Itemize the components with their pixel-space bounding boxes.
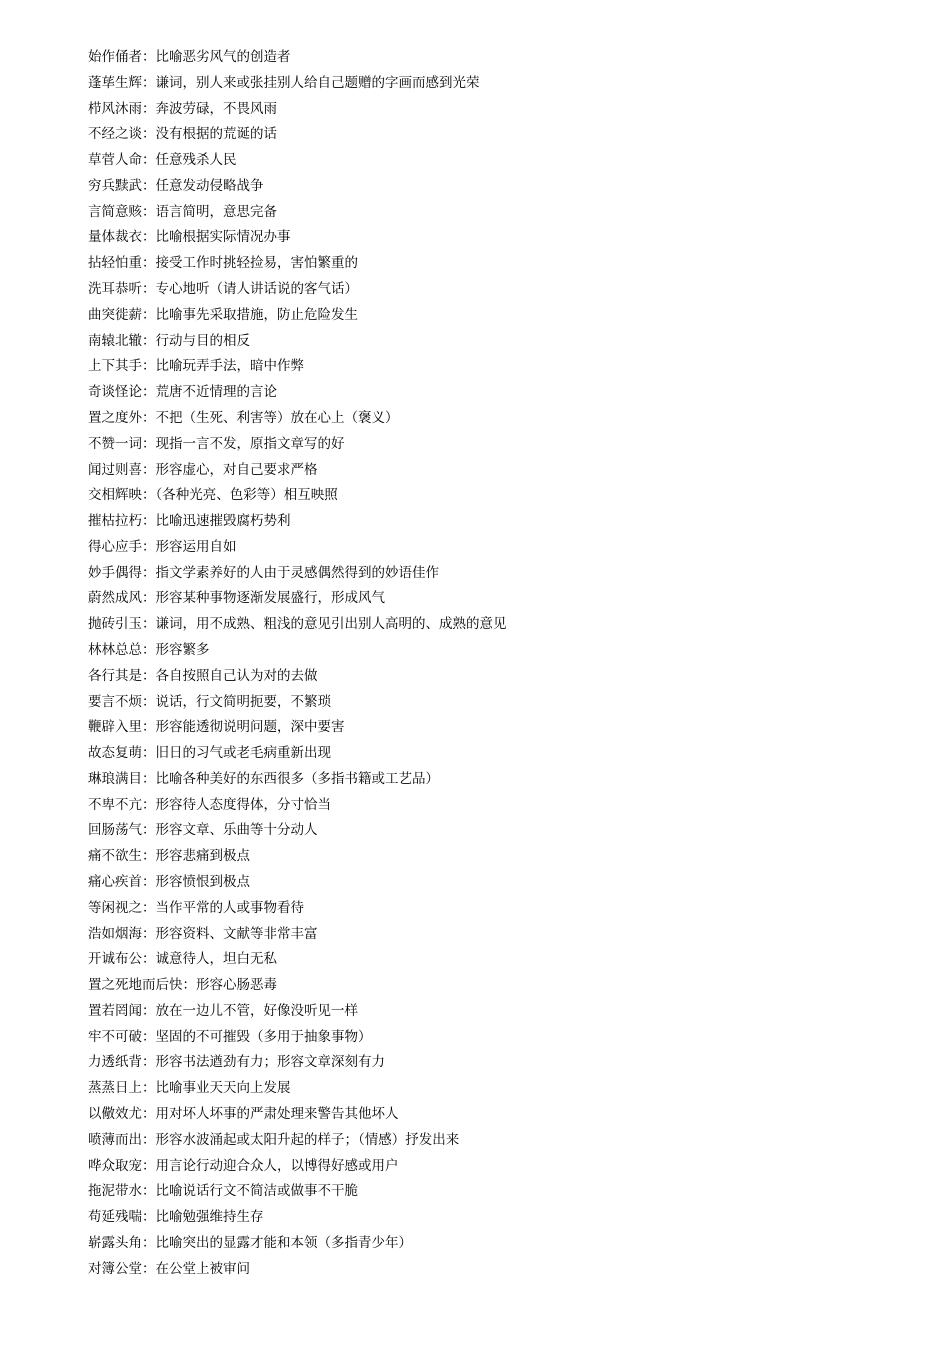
- idiom-definition: 用对坏人坏事的严肃处理来警告其他坏人: [155, 1106, 399, 1123]
- idiom-entry: [88, 922, 928, 948]
- idiom-definition: 形容繁多: [155, 641, 210, 658]
- idiom-entry: [88, 973, 928, 999]
- idiom-entry: [88, 844, 928, 870]
- idiom-term: 哗众取宠: [88, 1157, 142, 1174]
- idiom-term: 崭露头角: [88, 1234, 142, 1251]
- idiom-separator: ：: [142, 616, 156, 633]
- idiom-term: 牢不可破: [88, 1028, 142, 1045]
- idiom-term: 蔚然成风: [88, 590, 142, 607]
- idiom-term: 浩如烟海: [88, 925, 142, 942]
- idiom-separator: ：: [142, 1028, 156, 1045]
- idiom-entry: [88, 303, 928, 329]
- idiom-term: 不赞一词: [88, 435, 142, 452]
- idiom-definition: 语言简明，意思完备: [155, 203, 277, 220]
- idiom-definition: 形容资料、文献等非常丰富: [155, 925, 318, 942]
- idiom-term: 栉风沐雨: [88, 100, 142, 117]
- idiom-separator: ：: [142, 152, 156, 169]
- idiom-entry: [88, 509, 928, 535]
- idiom-separator: ：: [142, 409, 156, 426]
- idiom-term: 奇谈怪论: [88, 384, 142, 401]
- idiom-separator: ：: [142, 435, 156, 452]
- idiom-term: 交相辉映: [88, 487, 142, 504]
- idiom-entry: [88, 432, 928, 458]
- idiom-separator: ：: [142, 487, 156, 504]
- idiom-definition: 任意残杀人民: [155, 152, 237, 169]
- idiom-definition: 在公堂上被审问: [155, 1260, 250, 1277]
- idiom-definition: 形容书法遒劲有力；形容文章深刻有力: [155, 1054, 385, 1071]
- idiom-entry: [88, 148, 928, 174]
- idiom-term: 南辕北辙: [88, 332, 142, 349]
- idiom-term: 量体裁衣: [88, 229, 142, 246]
- idiom-entry: [88, 200, 928, 226]
- idiom-definition: 诚意待人，坦白无私: [155, 951, 277, 968]
- idiom-entry: [88, 174, 928, 200]
- idiom-definition: 各自按照自己认为对的去做: [155, 667, 318, 684]
- idiom-separator: ：: [142, 796, 156, 813]
- idiom-entry: [88, 251, 928, 277]
- idiom-definition: 专心地听（请人讲话说的客气话）: [155, 281, 358, 298]
- idiom-term: 回肠荡气: [88, 822, 142, 839]
- idiom-definition: 形容愤恨到极点: [155, 874, 250, 890]
- idiom-definition: 形容能透彻说明问题，深中要害: [155, 719, 345, 736]
- idiom-entry: [88, 947, 928, 973]
- idiom-separator: ：: [142, 1080, 156, 1097]
- idiom-definition: 现指一言不发，原指文章写的好: [155, 435, 345, 452]
- idiom-definition: 比喻事业天天向上发展: [155, 1080, 291, 1097]
- idiom-entry: [88, 225, 928, 251]
- idiom-entry: [88, 483, 928, 509]
- idiom-entry: [88, 561, 928, 587]
- idiom-separator: ：: [142, 461, 156, 478]
- idiom-definition: 比喻事先采取措施，防止危险发生: [155, 306, 358, 323]
- idiom-separator: ：: [142, 1106, 156, 1123]
- idiom-entry: [88, 329, 928, 355]
- idiom-definition: 行动与目的相反: [155, 332, 250, 349]
- idiom-definition: 形容待人态度得体，分寸恰当: [155, 796, 331, 813]
- idiom-definition: 荒唐不近情理的言论: [155, 384, 277, 401]
- idiom-entry: [88, 715, 928, 741]
- idiom-entry: [88, 638, 928, 664]
- idiom-definition: 比喻勉强维持生存: [155, 1209, 264, 1226]
- idiom-separator: ：: [142, 848, 156, 865]
- idiom-entry: [88, 1076, 928, 1102]
- idiom-entry: [88, 999, 928, 1025]
- idiom-separator: ：: [142, 1157, 156, 1174]
- idiom-term: 对簿公堂: [88, 1260, 142, 1277]
- idiom-separator: ：: [142, 358, 156, 375]
- idiom-term: 蒸蒸日上: [88, 1080, 142, 1097]
- idiom-definition: 比喻恶劣风气的创造者: [155, 49, 291, 65]
- idiom-entry: [88, 586, 928, 612]
- idiom-definition: （各种光亮、色彩等）相互映照: [155, 487, 338, 504]
- idiom-term: 闻过则喜: [88, 461, 142, 478]
- idiom-entry: [88, 535, 928, 561]
- idiom-definition: 任意发动侵略战争: [155, 177, 264, 194]
- idiom-definition: 比喻迅速摧毁腐朽势利: [155, 513, 291, 530]
- idiom-definition: 当作平常的人或事物看待: [155, 899, 304, 916]
- idiom-separator: ：: [142, 590, 156, 607]
- idiom-term: 妙手偶得: [88, 564, 142, 581]
- idiom-definition: 坚固的不可摧毁（多用于抽象事物）: [155, 1028, 372, 1045]
- idiom-entry: [88, 406, 928, 432]
- idiom-entry: [88, 122, 928, 148]
- idiom-separator: ：: [142, 1209, 156, 1226]
- idiom-term: 开诚布公: [88, 951, 142, 968]
- idiom-definition: 奔波劳碌，不畏风雨: [155, 100, 277, 117]
- idiom-term: 抛砖引玉: [88, 616, 142, 633]
- idiom-entry: [88, 1205, 928, 1231]
- idiom-term: 始作俑者: [88, 49, 142, 65]
- idiom-separator: ：: [142, 719, 156, 736]
- idiom-definition: 放在一边儿不管，好像没听见一样: [155, 1002, 358, 1019]
- idiom-separator: ：: [142, 177, 156, 194]
- idiom-definition: 形容运用自如: [155, 538, 237, 555]
- idiom-entry: [88, 1025, 928, 1051]
- idiom-definition: 形容悲痛到极点: [155, 848, 250, 865]
- idiom-separator: ：: [142, 281, 156, 298]
- idiom-separator: ：: [142, 100, 156, 117]
- idiom-entry: [88, 380, 928, 406]
- idiom-separator: ：: [142, 1054, 156, 1071]
- idiom-entry: [88, 1179, 928, 1205]
- idiom-definition: 形容某种事物逐渐发展盛行，形成风气: [155, 590, 385, 607]
- idiom-entry: [88, 1257, 928, 1283]
- idiom-definition: 用言论行动迎合众人，以博得好感或用户: [155, 1157, 399, 1174]
- idiom-term: 言简意赅: [88, 203, 142, 220]
- idiom-definition: 比喻说话行文不简洁或做事不干脆: [155, 1183, 358, 1200]
- idiom-definition: 比喻各种美好的东西很多（多指书籍或工艺品）: [155, 770, 439, 787]
- idiom-separator: ：: [142, 899, 156, 916]
- idiom-separator: ：: [142, 1183, 156, 1200]
- idiom-separator: ：: [142, 1002, 156, 1019]
- idiom-entry: [88, 793, 928, 819]
- idiom-term: 拈轻怕重: [88, 255, 142, 272]
- idiom-separator: ：: [142, 306, 156, 323]
- idiom-separator: ：: [142, 49, 156, 65]
- idiom-entry: [88, 1050, 928, 1076]
- idiom-definition: 比喻玩弄手法，暗中作弊: [155, 358, 304, 375]
- idiom-entry: [88, 612, 928, 638]
- idiom-separator: ：: [142, 1234, 156, 1251]
- idiom-term: 痛心疾首: [88, 874, 142, 890]
- idiom-entry: [88, 818, 928, 844]
- idiom-definition: 说话，行文简明扼要，不繁琐: [155, 693, 331, 710]
- idiom-separator: ：: [142, 384, 156, 401]
- idiom-entry: [88, 870, 928, 896]
- idiom-term: 不经之谈: [88, 126, 142, 143]
- idiom-entry: [88, 896, 928, 922]
- idiom-separator: ：: [142, 513, 156, 530]
- idiom-term: 摧枯拉朽: [88, 513, 142, 530]
- idiom-separator: ：: [182, 977, 196, 994]
- idiom-entry: [88, 1128, 928, 1154]
- idiom-entry: [88, 277, 928, 303]
- idiom-term: 喷薄而出: [88, 1131, 142, 1148]
- idiom-term: 苟延残喘: [88, 1209, 142, 1226]
- idiom-definition: 比喻根据实际情况办事: [155, 229, 291, 246]
- idiom-entry: [88, 45, 928, 71]
- idiom-definition: 比喻突出的显露才能和本领（多指青少年）: [155, 1234, 412, 1251]
- idiom-entry: [88, 767, 928, 793]
- idiom-definition: 形容文章、乐曲等十分动人: [155, 822, 318, 839]
- idiom-separator: ：: [142, 229, 156, 246]
- idiom-separator: ：: [142, 203, 156, 220]
- idiom-term: 琳琅满目: [88, 770, 142, 787]
- idiom-entry: [88, 664, 928, 690]
- idiom-term: 故态复萌: [88, 745, 142, 762]
- idiom-definition: 接受工作时挑轻捡易，害怕繁重的: [155, 255, 358, 272]
- idiom-term: 草菅人命: [88, 152, 142, 169]
- idiom-term: 要言不烦: [88, 693, 142, 710]
- idiom-separator: ：: [142, 641, 156, 658]
- idiom-term: 置若罔闻: [88, 1002, 142, 1019]
- idiom-separator: ：: [142, 538, 156, 555]
- idiom-separator: ：: [142, 126, 156, 143]
- idiom-separator: ：: [142, 874, 156, 890]
- idiom-term: 拖泥带水: [88, 1183, 142, 1200]
- idiom-separator: ：: [142, 1260, 156, 1277]
- idiom-definition: 指文学素养好的人由于灵感偶然得到的妙语佳作: [155, 564, 439, 581]
- idiom-separator: ：: [142, 745, 156, 762]
- idiom-definition: 旧日的习气或老毛病重新出现: [155, 745, 331, 762]
- idiom-separator: ：: [142, 255, 156, 272]
- idiom-separator: ：: [142, 770, 156, 787]
- idiom-separator: ：: [142, 667, 156, 684]
- idiom-term: 蓬荜生辉: [88, 74, 142, 91]
- idiom-term: 置之死地而后快: [88, 977, 183, 994]
- idiom-entry: [88, 71, 928, 97]
- idiom-separator: ：: [142, 951, 156, 968]
- idiom-term: 洗耳恭听: [88, 281, 142, 298]
- idiom-entry: [88, 1231, 928, 1257]
- idiom-entry: [88, 1102, 928, 1128]
- idiom-definition: 形容虚心，对自己要求严格: [155, 461, 318, 478]
- idiom-term: 各行其是: [88, 667, 142, 684]
- idiom-definition: 形容心肠恶毒: [196, 977, 277, 994]
- idiom-definition: 没有根据的荒诞的话: [155, 126, 277, 143]
- idiom-term: 上下其手: [88, 358, 142, 375]
- idiom-term: 痛不欲生: [88, 848, 142, 865]
- idiom-definition: 不把（生死、利害等）放在心上（褒义）: [155, 409, 399, 426]
- idiom-entry: [88, 1154, 928, 1180]
- idiom-term: 得心应手: [88, 538, 142, 555]
- idiom-separator: ：: [142, 332, 156, 349]
- idiom-separator: ：: [142, 925, 156, 942]
- idiom-separator: ：: [142, 74, 156, 91]
- idiom-term: 等闲视之: [88, 899, 142, 916]
- idiom-term: 以儆效尤: [88, 1106, 142, 1123]
- idiom-entry: [88, 690, 928, 716]
- idiom-term: 穷兵黩武: [88, 177, 142, 194]
- idiom-definition: 形容水波涌起或太阳升起的样子；（情感）抒发出来: [155, 1131, 460, 1148]
- idiom-term: 曲突徙薪: [88, 306, 142, 323]
- idiom-term: 力透纸背: [88, 1054, 142, 1071]
- idiom-separator: ：: [142, 693, 156, 710]
- idiom-separator: ：: [142, 822, 156, 839]
- idiom-list: [88, 45, 928, 1283]
- idiom-term: 林林总总: [88, 641, 142, 658]
- idiom-entry: [88, 354, 928, 380]
- idiom-definition: 谦词，别人来或张挂别人给自己题赠的字画而感到光荣: [155, 74, 480, 91]
- idiom-entry: [88, 97, 928, 123]
- idiom-term: 置之度外: [88, 409, 142, 426]
- idiom-term: 鞭辟入里: [88, 719, 142, 736]
- idiom-definition: 谦词，用不成熟、粗浅的意见引出别人高明的、成熟的意见: [155, 616, 507, 633]
- idiom-separator: ：: [142, 1131, 156, 1148]
- idiom-entry: [88, 741, 928, 767]
- idiom-term: 不卑不亢: [88, 796, 142, 813]
- idiom-separator: ：: [142, 564, 156, 581]
- idiom-entry: [88, 458, 928, 484]
